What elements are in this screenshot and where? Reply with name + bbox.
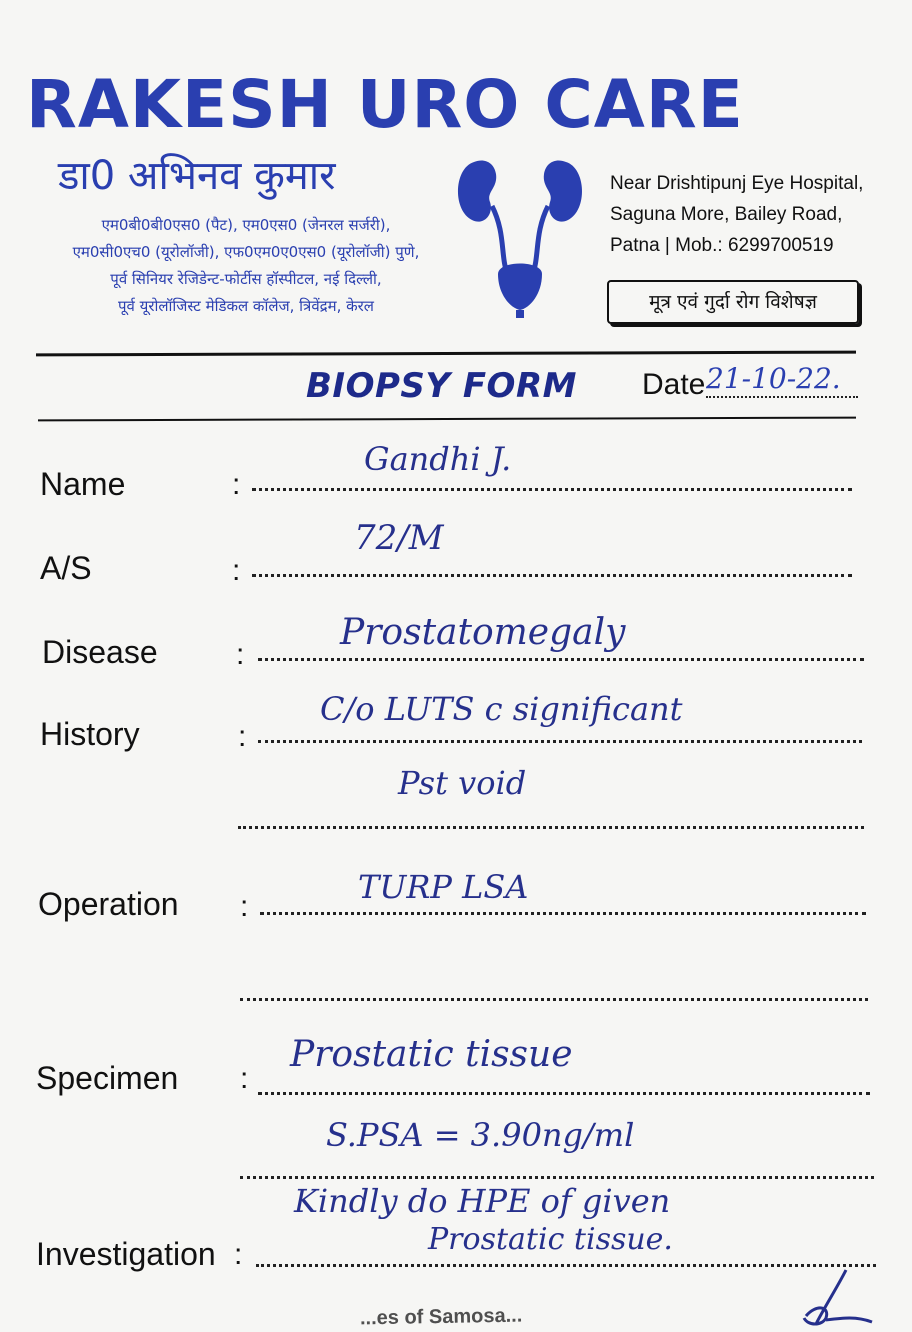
investigation-field-line[interactable]: [256, 1264, 876, 1267]
date-line: [706, 396, 858, 398]
name-label: Name: [40, 466, 126, 502]
address-line: Near Drishtipunj Eye Hospital,: [610, 173, 864, 194]
qualification-line: एम0बी0बी0एस0 (पैट), एम0एस0 (जेनरल सर्जरी),: [101, 216, 391, 234]
title-divider: [38, 417, 856, 422]
specimen-field-line-1[interactable]: [258, 1092, 870, 1095]
history-value-2: Pst void: [398, 764, 527, 802]
name-colon: :: [232, 468, 241, 501]
specimen-value-2: S.PSA = 3.90ng/ml: [326, 1116, 635, 1154]
history-colon: :: [238, 720, 247, 753]
name-value: Gandhi J.: [364, 440, 512, 478]
specialty-badge: मूत्र एवं गुर्दा रोग विशेषज्ञ: [607, 280, 859, 324]
specimen-colon: :: [240, 1062, 249, 1095]
investigation-value-1: Kindly do HPE of given: [294, 1182, 671, 1220]
age-sex-value: 72/M: [354, 518, 444, 558]
doctor-qualifications: [26, 212, 466, 320]
clinic-address: [610, 168, 890, 261]
qualification-line: पूर्व सिनियर रेजिडेन्ट-फोर्टीस हॉस्पीटल, नई दिल्ली,: [110, 270, 382, 288]
operation-field-line-2[interactable]: [240, 998, 868, 1001]
age-sex-field-line[interactable]: [252, 574, 852, 577]
operation-label: Operation: [38, 886, 179, 922]
kidney-bladder-icon: [454, 148, 588, 322]
operation-value: TURP LSA: [358, 868, 529, 906]
history-value-1: C/o LUTS c significant: [320, 690, 683, 728]
history-field-line-2[interactable]: [238, 826, 864, 829]
address-line: Patna | Mob.: 6299700519: [610, 235, 834, 256]
qualification-line: एम0सी0एच0 (यूरोलॉजी), एफ0एम0ए0एस0 (यूरोलॉजी) पुणे,: [72, 243, 420, 261]
doctor-name: डा0 अभिनव कुमार: [58, 153, 336, 199]
bottom-bleed-text: ...es of Samosa...: [359, 1304, 523, 1330]
form-title: BIOPSY FORM: [306, 366, 577, 406]
history-field-line-1[interactable]: [258, 740, 862, 743]
operation-colon: :: [240, 890, 249, 923]
history-label: History: [40, 716, 140, 752]
age-sex-label: A/S: [40, 550, 92, 586]
disease-colon: :: [236, 638, 245, 671]
investigation-label: Investigation: [36, 1236, 216, 1272]
disease-field-line[interactable]: [258, 658, 864, 661]
disease-label: Disease: [42, 634, 158, 670]
clinic-name: RAKESH URO CARE: [26, 66, 744, 143]
specimen-label: Specimen: [36, 1060, 179, 1096]
header-divider: [36, 351, 856, 357]
signature-icon: [786, 1268, 876, 1332]
operation-field-line-1[interactable]: [260, 912, 866, 915]
date-value: 21-10-22.: [706, 362, 841, 395]
qualification-line: पूर्व यूरोलॉजिस्ट मेडिकल कॉलेज, त्रिवेंद्रम, केरल: [118, 297, 374, 315]
specimen-value-1: Prostatic tissue: [290, 1034, 573, 1075]
investigation-value-2: Prostatic tissue.: [428, 1222, 673, 1257]
date-label: Date: [642, 368, 706, 401]
address-line: Saguna More, Bailey Road,: [610, 204, 843, 225]
specimen-field-line-2[interactable]: [240, 1176, 874, 1179]
age-sex-colon: :: [232, 554, 241, 587]
investigation-colon: :: [234, 1238, 243, 1271]
disease-value: Prostatomegaly: [340, 612, 626, 653]
name-field-line[interactable]: [252, 488, 852, 491]
